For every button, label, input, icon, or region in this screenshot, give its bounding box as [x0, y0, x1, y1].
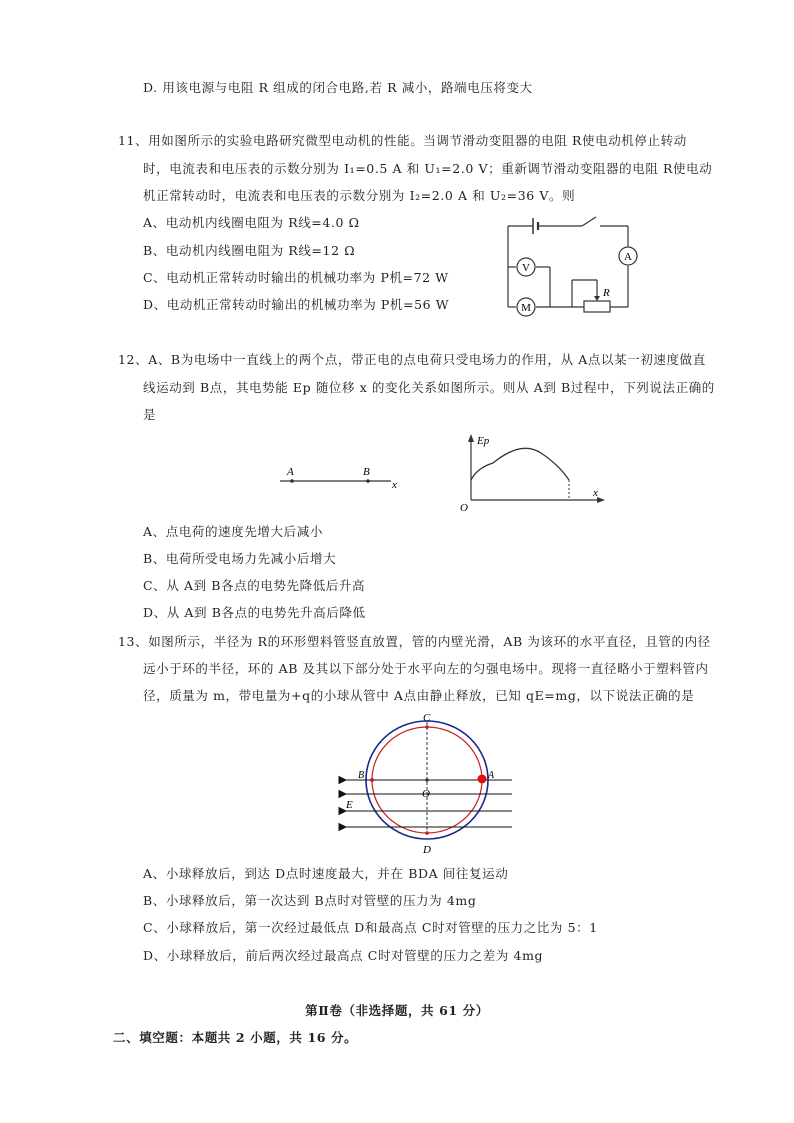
q12-stem-line2: 线运动到 B点，其电势能 Ep 随位移 x 的变化关系如图所示。则从 A到 B过程中，下列说法正确的 — [143, 380, 715, 395]
section-title: 第Ⅱ卷（非选择题，共 61 分） — [305, 1003, 489, 1018]
ammeter-label: A — [624, 251, 632, 263]
q12-option-c: C、从 A到 B各点的电势先降低后升高 — [143, 578, 366, 593]
q13-stem-line1: 13、如图所示，半径为 R的环形塑料管竖直放置，管的内壁光滑，AB 为该环的水平直径，且管的内径 — [118, 634, 711, 649]
charged-ball — [478, 775, 487, 784]
q11-option-d: D、电动机正常转动时输出的机械功率为 P机=56 W — [143, 297, 450, 312]
q11-option-b: B、电动机内线圈电阻为 R线=12 Ω — [143, 243, 356, 258]
rheostat-label: R — [603, 287, 610, 299]
q10-option-d: D. 用该电源与电阻 R 组成的闭合电路,若 R 减小，路端电压将变大 — [143, 80, 533, 95]
q13-option-d: D、小球释放后，前后两次经过最高点 C时对管壁的压力之差为 4mg — [143, 948, 544, 963]
point-a-label: A — [287, 466, 294, 478]
voltmeter-label: V — [522, 262, 530, 274]
label-c: C — [423, 712, 431, 724]
label-o: O — [422, 788, 430, 800]
line-x-label: x — [392, 479, 397, 491]
label-d: D — [423, 844, 431, 856]
q13-option-a: A、小球释放后，到达 D点时速度最大，并在 BDA 间往复运动 — [143, 866, 509, 881]
point-b-label: B — [363, 466, 370, 478]
q12-option-a: A、点电荷的速度先增大后减小 — [143, 524, 323, 539]
motor-label: M — [521, 302, 531, 314]
q13-ring-diagram — [336, 708, 516, 858]
q11-option-c: C、电动机正常转动时输出的机械功率为 P机=72 W — [143, 270, 449, 285]
q11-stem-line2: 时，电流表和电压表的示数分别为 I₁=0.5 A 和 U₁=2.0 V；重新调节滑动变阻器的电阻 R使电动 — [143, 161, 713, 176]
q12-ep-graph — [455, 430, 615, 515]
q12-stem-line1: 12、A、B为电场中一直线上的两个点，带正电的点电荷只受电场力的作用，从 A点以某一初速度做直 — [118, 352, 706, 367]
q13-option-b: B、小球释放后，第一次达到 B点时对管壁的压力为 4mg — [143, 893, 477, 908]
part2-heading: 二、填空题：本题共 2 小题，共 16 分。 — [113, 1030, 358, 1045]
q11-stem-line3: 机正常转动时，电流表和电压表的示数分别为 I₂=2.0 A 和 U₂=36 V。则 — [143, 188, 576, 203]
q12-option-b: B、电荷所受电场力先减小后增大 — [143, 551, 337, 566]
q12-stem-line3: 是 — [143, 407, 157, 422]
q11-stem-line1: 11、用如图所示的实验电路研究微型电动机的性能。当调节滑动变阻器的电阻 R使电动机停止转动 — [118, 133, 687, 148]
graph-x-label: x — [593, 487, 598, 499]
q12-line-figure — [275, 462, 405, 492]
q13-stem-line3: 径，质量为 m，带电量为+q的小球从管中 A点由静止释放，已知 qE=mg，以下说法正确的是 — [143, 688, 695, 703]
label-b: B — [358, 770, 365, 781]
origin-label: O — [460, 502, 468, 514]
q13-option-c: C、小球释放后，第一次经过最低点 D和最高点 C时对管壁的压力之比为 5：1 — [143, 920, 598, 935]
ep-axis-label: Ep — [477, 435, 490, 447]
q11-option-a: A、电动机内线圈电阻为 R线=4.0 Ω — [143, 215, 360, 230]
label-a: A — [488, 770, 495, 781]
q12-option-d: D、从 A到 B各点的电势先升高后降低 — [143, 605, 366, 620]
q13-stem-line2: 远小于环的半径，环的 AB 及其以下部分处于水平向左的匀强电场中。现将一直径略小于塑料管内 — [143, 661, 709, 676]
q11-circuit-diagram — [500, 212, 640, 322]
label-e: E — [346, 799, 353, 811]
